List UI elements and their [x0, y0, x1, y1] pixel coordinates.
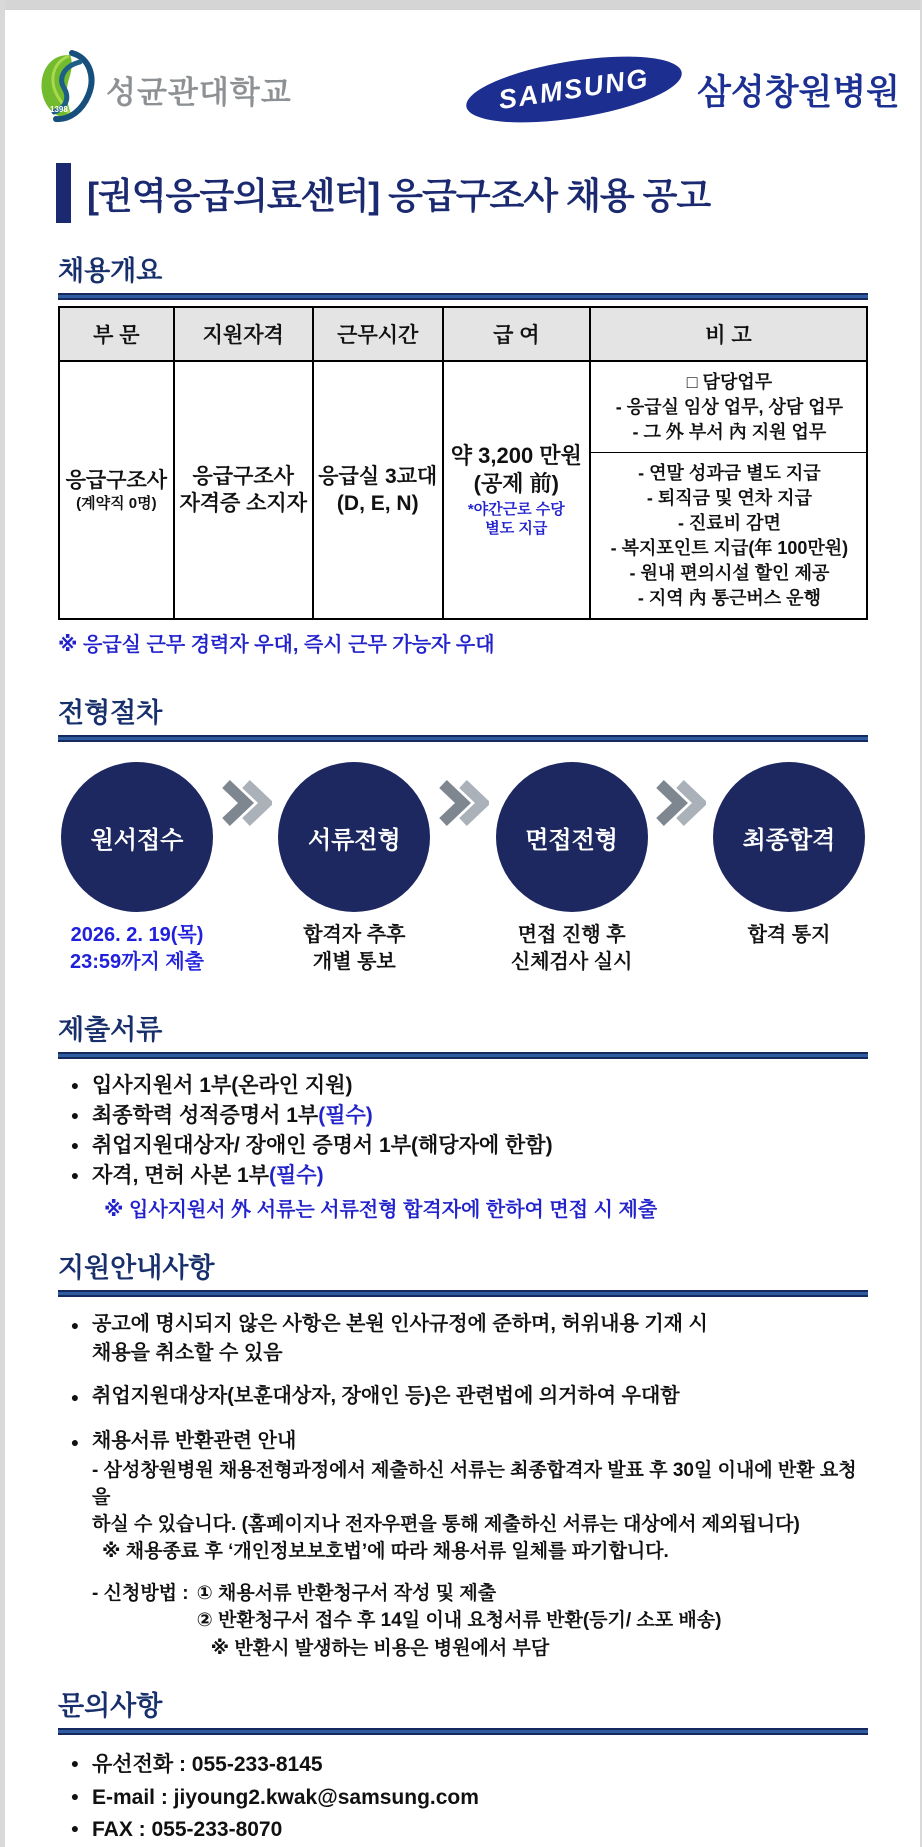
- samsung-logo-icon: [462, 44, 686, 134]
- documents-heading: 제출서류: [58, 1015, 163, 1046]
- section-guidance: [58, 1246, 868, 1663]
- col-header-salary: 급 여: [443, 307, 590, 361]
- bullet-icon: ●: [70, 1434, 80, 1451]
- process-flow: [58, 762, 868, 912]
- list-item: ● 취업지원대상자(보훈대상자, 장애인 등)은 관련법에 의거하여 우대함: [58, 1383, 868, 1412]
- caption-application: 2026. 2. 19(목) 23:59까지 제출: [70, 924, 204, 974]
- process-circle: 서류전형: [278, 762, 430, 912]
- table-row: [59, 361, 867, 619]
- page-edge-left: [0, 0, 5, 1847]
- section-documents: [58, 1008, 868, 1221]
- cell-salary: 약 3,200 만원 (공제 前) *야간근로 수당 별도 지급: [443, 361, 590, 619]
- remarks-benefits: - 연말 성과금 별도 지급 - 퇴직금 및 연차 지급 - 진료비 감면 - 복지포인트 지급(年 100만원) - 원내 편의시설 할인 제공 - 지역 內 통근버스 운행: [610, 463, 849, 608]
- chevron-right-icon: [220, 776, 272, 835]
- section-rule: [58, 735, 868, 742]
- samsung-wordmark: SAMSUNG: [496, 62, 652, 116]
- section-overview: [58, 249, 868, 657]
- list-item: ● 채용서류 반환관련 안내 - 삼성창원병원 채용전형과정에서 제출하신 서류는 최종합격자 발표 후 30일 이내에 반환 요청을 하실 수 있습니다. (홈페이지나 전자우편을 통해 제출하신 서류는 대상에서 제외됩니다) ※ 채용종료 후 ‘개인정보보호법’에 따라 채용서류 일체를 파기합니다. - 신청방법 : ① 채용서류 반환청구서 작성 및 제출 ② 반환청구서 접수 후 14일 이내 요청서류 반환(등기/ 소포 배송) ※ 반환시 발생하는 비용은 병원에서 부담: [58, 1428, 868, 1662]
- process-heading: 전형절차: [58, 698, 163, 729]
- page-title: [권역응급의료센터] 응급구조사 채용 공고: [87, 174, 711, 216]
- contact-heading: 문의사항: [58, 1691, 163, 1722]
- section-process: [58, 691, 868, 976]
- documents-list: [58, 1071, 868, 1221]
- bullet-icon: ●: [70, 1755, 80, 1772]
- section-rule: [58, 1052, 868, 1059]
- hospital-name: 삼성창원병원: [697, 72, 900, 112]
- cell-remarks: [590, 361, 867, 619]
- svg-text:1398: 1398: [50, 105, 68, 114]
- overview-table: [58, 306, 868, 620]
- process-captions: [58, 922, 868, 976]
- list-item: ● 공고에 명시되지 않은 사항은 본원 인사규정에 준하며, 허위내용 기재 시 채용을 취소할 수 있음: [58, 1311, 868, 1367]
- col-header-hours: 근무시간: [313, 307, 443, 361]
- contact-email: ● E-mail : jiyoung2.kwak@samsung.com: [58, 1782, 868, 1815]
- bullet-icon: ●: [70, 1389, 80, 1406]
- samsung-hospital-logo: [465, 61, 900, 118]
- page-title-block: [56, 163, 922, 223]
- skku-logo: [36, 50, 292, 129]
- guidance-heading: 지원안내사항: [58, 1252, 215, 1283]
- caption-screening: 합격자 추후 개별 통보: [303, 924, 406, 974]
- remarks-duties: □ 담당업무 - 응급실 임상 업무, 상담 업무 - 그 外 부서 內 지원 업무: [591, 362, 866, 453]
- process-step-interview: [493, 762, 651, 912]
- bullet-icon: ●: [70, 1820, 80, 1837]
- bullet-icon: ●: [70, 1107, 80, 1124]
- caption-final: 합격 통지: [747, 924, 831, 947]
- process-circle: 최종합격: [713, 762, 865, 912]
- contact-fax: ● FAX : 055-233-8070: [58, 1814, 868, 1847]
- list-item: ● 최종학력 성적증명서 1부(필수): [58, 1101, 868, 1131]
- list-item: ● 자격, 면허 사본 1부(필수): [58, 1161, 868, 1191]
- section-rule: [58, 293, 868, 300]
- bullet-icon: ●: [70, 1137, 80, 1154]
- bullet-icon: ●: [70, 1077, 80, 1094]
- contact-phone: ● 유선전화 : 055-233-8145: [58, 1749, 868, 1782]
- cell-qualification: 응급구조사 자격증 소지자: [174, 361, 313, 619]
- skku-name: 성균관대학교: [106, 75, 292, 110]
- col-header-remarks: 비 고: [590, 307, 867, 361]
- col-header-part: 부 문: [59, 307, 174, 361]
- process-circle: 원서접수: [61, 762, 213, 912]
- brand-bar: [0, 0, 922, 129]
- section-rule: [58, 1290, 868, 1297]
- title-accent-bar: [56, 163, 71, 223]
- section-contact: [58, 1684, 868, 1847]
- documents-note: ※ 입사지원서 外 서류는 서류전형 합격자에 한하여 면접 시 제출: [104, 1198, 658, 1221]
- cell-part: 응급구조사 (계약직 0명): [59, 361, 174, 619]
- overview-heading: 채용개요: [58, 256, 163, 286]
- process-step-application: [58, 762, 216, 912]
- bullet-icon: ●: [70, 1787, 80, 1804]
- process-step-screening: [275, 762, 433, 912]
- page-edge-top: [0, 0, 922, 10]
- col-header-qualification: 지원자격: [174, 307, 313, 361]
- caption-interview: 면접 진행 후 신체검사 실시: [510, 924, 633, 974]
- cell-hours: 응급실 3교대 (D, E, N): [313, 361, 443, 619]
- table-header-row: [59, 307, 867, 361]
- bullet-icon: ●: [70, 1166, 80, 1183]
- section-rule: [58, 1728, 868, 1735]
- list-item: ● 입사지원서 1부(온라인 지원): [58, 1071, 868, 1101]
- overview-note: ※ 응급실 근무 경력자 우대, 즉시 근무 가능자 우대: [58, 634, 495, 657]
- return-method: - 신청방법 : ① 채용서류 반환청구서 작성 및 제출 ② 반환청구서 접수 후 14일 이내 요청서류 반환(등기/ 소포 배송) ※ 반환시 발생하는 비용은 병원에서 부담: [92, 1582, 722, 1659]
- process-step-final: [710, 762, 868, 912]
- skku-emblem-icon: [36, 50, 100, 129]
- chevron-right-icon: [437, 776, 489, 835]
- content: [0, 249, 922, 1847]
- list-item: ● 취업지원대상자/ 장애인 증명서 1부(해당자에 한함): [58, 1131, 868, 1161]
- process-circle: 면접전형: [496, 762, 648, 912]
- bullet-icon: ●: [70, 1316, 80, 1333]
- chevron-right-icon: [654, 776, 706, 835]
- contact-list: [58, 1749, 868, 1847]
- guidance-list: [58, 1311, 868, 1663]
